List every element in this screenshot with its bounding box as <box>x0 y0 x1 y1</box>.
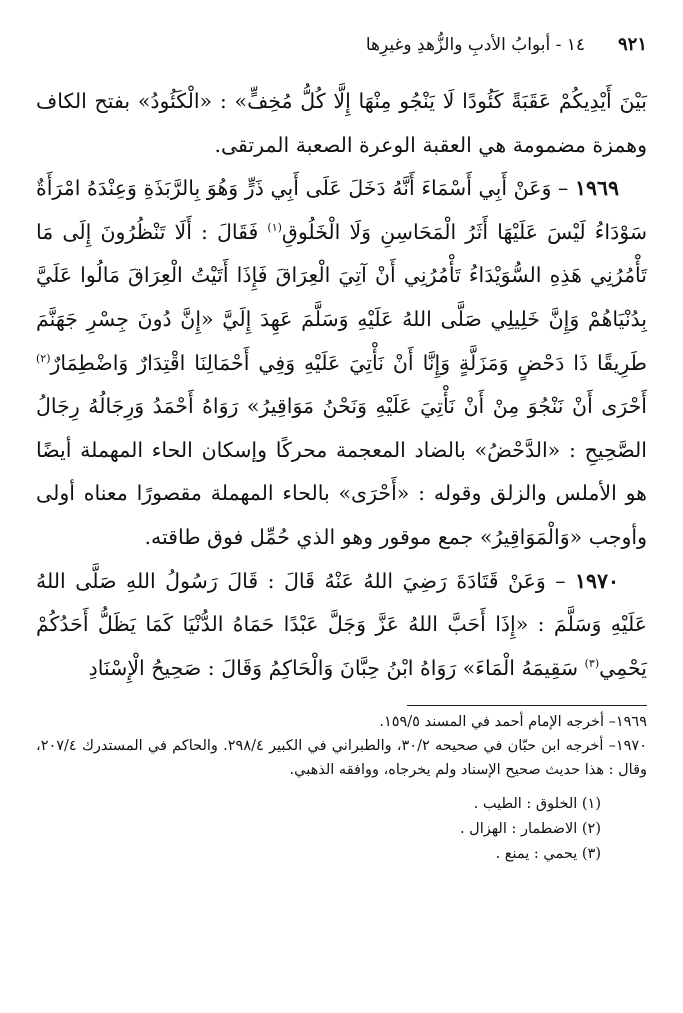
hadith-text: فَقَالَ : أَلَا تَنْظُرُونَ إِلَى مَا تَأْمُرُنِي هَذِهِ السُّوَيْدَاءُ تَأْمُرُنِي أَنْ آتِيَ الْعِرَاقَ فَإِذَا أَتَيْتُ الْعِرَاقَ مَالُوا عَلَيَّ بِدُنْيَاهُمْ وَإِنَّ خَلِيلِي صَلَّى اللهُ عَلَيْهِ وَسَلَّمَ عَهِدَ إِلَيَّ «إِنَّ دُونَ جِسْرِ جَهَنَّمَ طَرِيقًا ذَا دَحْضٍ وَمَزَلَّةٍ وَإِنَّا أَنْ نَأْتِيَ عَلَيْهِ وَفِي أَحْمَالِنَا اقْتِدَارٌ وَاضْطِمَارٌ <box>36 219 647 375</box>
footnote-1970: ١٩٧٠– أخرجه ابن حبّان في صحيحه ٣٠/٢، والطبراني في الكبير ٢٩٨/٤. والحاكم في المستدرك ٢٠٧/٤، وقال : هذا حديث صحيح الإسناد ولم يخرجاه، ووافقه الذهبي. <box>36 738 647 778</box>
gloss-item: (١) الخلوق : الطيب . <box>473 796 601 812</box>
hadith-1969 <box>36 167 647 559</box>
gloss-item: (٢) الاضطمار : الهزال . <box>459 821 601 837</box>
paragraph-kaood <box>36 80 647 167</box>
footnote-ref: (٢) <box>36 351 51 365</box>
footnote-1969: ١٩٦٩– أخرجه الإمام أحمد في المسند ١٥٩/٥. <box>379 714 647 730</box>
hadith-text: أَحْرَى أَنْ نَنْجُوَ مِنْ أَنْ نَأْتِيَ عَلَيْهِ وَنَحْنُ مَوَاقِيرُ» رَوَاهُ أَحْمَدُ وَرِجَالُهُ رِجَالُ الصَّحِيحِ : «الدَّحْضُ» بالضاد المعجمة محركًا وإسكان الحاء المهملة أيضًا هو الأملس والزلق وقوله : «أَحْرَى» بالحاء المهملة مقصورًا معناه أولى وأوجب «وَالْمَوَاقِيرُ» جمع موقور وهو الذي حُمِّل فوق طاقته. <box>36 394 647 549</box>
running-title: ١٤ - أبوابُ الأدبِ والزُّهدِ وغيرِها <box>365 35 585 55</box>
footnote-ref: (١) <box>267 220 282 234</box>
hadith-text: – وَعَنْ قَتَادَةَ رَضِيَ اللهُ عَنْهُ قَالَ : قَالَ رَسُولُ اللهِ صَلَّى اللهُ عَلَيْهِ وَسَلَّمَ : «إِذَا أَحَبَّ اللهُ عَزَّ وَجَلَّ عَبْدًا حَمَاهُ الدُّنْيَا كَمَا يَظَلُّ أَحَدُكُمْ يَحْمِي <box>36 568 647 680</box>
page-number: ٩٢١ <box>617 34 647 55</box>
hadith-1970 <box>36 560 647 691</box>
hadith-text: – وَعَنْ أَبِي أَسْمَاءَ أَنَّهُ دَخَلَ عَلَى أَبِي ذَرٍّ وَهُوَ بِالرَّبَذَةِ وَعِنْدَهُ امْرَأَةٌ سَوْدَاءُ لَيْسَ عَلَيْهَا أَثَرُ الْمَحَاسِنِ وَلَا الْخَلُوقِ <box>36 176 647 244</box>
hadith-number: ١٩٧٠ <box>574 568 619 593</box>
page-header <box>36 30 647 60</box>
hadith-number: ١٩٦٩ <box>574 176 619 201</box>
footnote-divider <box>407 705 647 706</box>
hadith-text: سَقِيمَهُ الْمَاءَ» رَوَاهُ ابْنُ حِبَّانَ وَالْحَاكِمُ وَقَالَ : صَحِيحُ الْإِسْنَادِ <box>88 655 585 680</box>
footnotes <box>36 710 647 867</box>
footnote-ref: (٣) <box>584 656 600 670</box>
gloss-list <box>36 792 647 867</box>
main-text <box>36 80 647 690</box>
paragraph-kaood-text: بَيْنَ أَيْدِيكُمْ عَقَبَةً كَئُودًا لَا يَنْجُو مِنْهَا إِلَّا كُلُّ مُخِفٍّ» : «الْكَئُودُ» بفتح الكاف وهمزة مضمومة هي العقبة الوعرة الصعبة المرتقى. <box>36 89 647 157</box>
gloss-item: (٣) يحمي : يمنع . <box>495 846 601 862</box>
